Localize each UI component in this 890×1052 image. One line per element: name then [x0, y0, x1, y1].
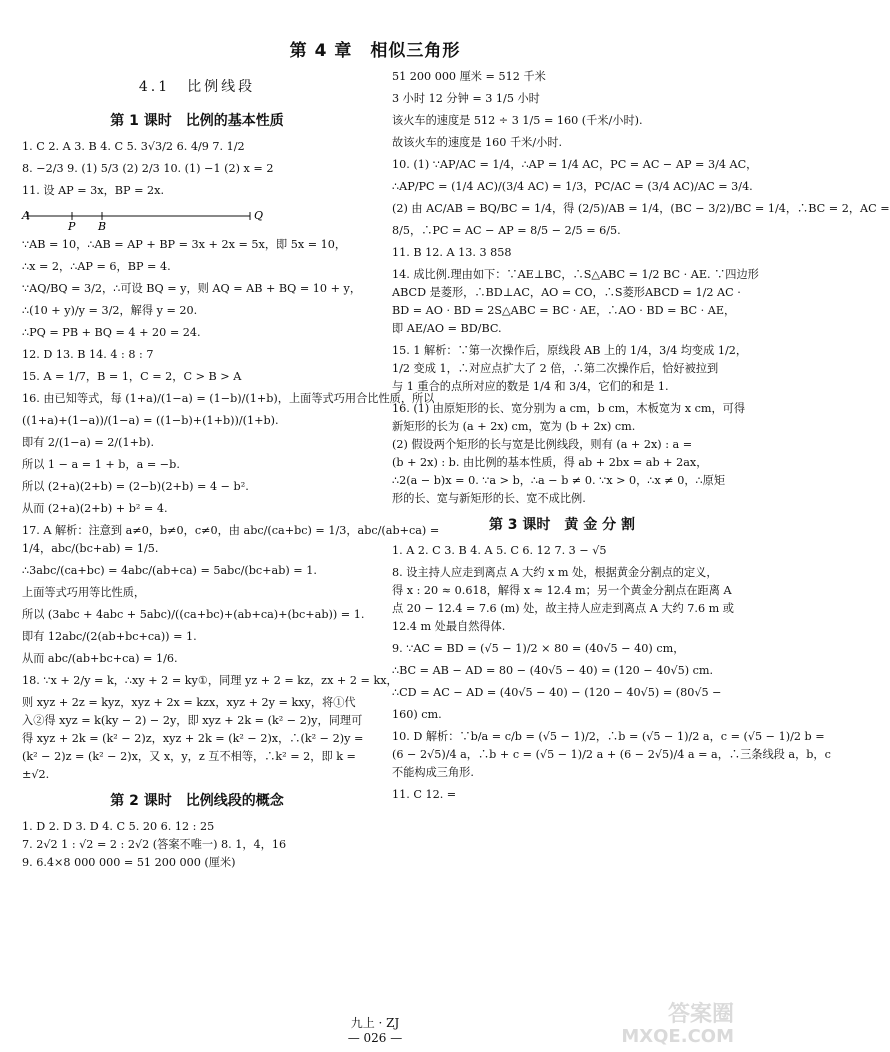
answer-line: ∵AQ/BQ = 3/2，∴可设 BQ = y，则 AQ = AB + BQ = 10 + y，: [22, 282, 362, 295]
answer-line: 点 20 − 12.4 = 7.6 (m) 处，故主持人应走到离点 A 大约 7.6 m 或: [392, 602, 734, 615]
lesson-2-title: 第 2 课时 比例线段的概念: [110, 793, 284, 809]
page-number: — 026 —: [347, 1031, 403, 1045]
answer-line: 入②得 xyz = k(ky − 2) − 2y，即 xyz + 2k = (k² − 2)y，同理可: [22, 714, 363, 727]
segment-diagram: [22, 206, 372, 232]
answer-line: 12. D 13. B 14. 4 : 8 : 7: [22, 348, 154, 361]
grade-label: 九上 · ZJ: [350, 1016, 400, 1030]
answer-line: ∴x = 2，∴AP = 6，BP = 4.: [22, 260, 171, 273]
answer-line: ±√2.: [22, 768, 50, 781]
answer-line: 8. 设主持人应走到离点 A 大约 x m 处，根据黄金分割点的定义，: [392, 566, 718, 579]
answer-line: 得 xyz + 2k = (k² − 2)z，xyz + 2k = (k² − 2)x，∴(k² − 2)y =: [22, 732, 364, 745]
answer-line: (2) 假设两个矩形的长与宽是比例线段，则有 (a + 2x) : a =: [392, 438, 693, 451]
answer-line: 该火车的速度是 512 ÷ 3 1/5 = 160 (千米/小时).: [392, 114, 643, 127]
point-p-label: P: [68, 220, 76, 233]
answer-line: 11. B 12. A 13. 3 858: [392, 246, 512, 259]
answer-line: 7. 2√2 1 : √2 = 2 : 2√2 (答案不唯一) 8. 1，4，16: [22, 838, 287, 851]
answer-line: 所以 1 − a = 1 + b，a = −b.: [22, 458, 180, 471]
answer-line: 得 x : 20 ≈ 0.618，解得 x ≈ 12.4 m；另一个黄金分割点在距离 A: [392, 584, 732, 597]
answer-line: (k² − 2)z = (k² − 2)x，又 x，y，z 互不相等，∴k² = 2，即 k =: [22, 750, 356, 763]
answer-line: ∴2(a − b)x = 0. ∵a > b，∴a − b ≠ 0. ∵x > 0，∴x ≠ 0，∴原矩: [392, 474, 726, 487]
answer-line: ∴CD = AC − AD = (40√5 − 40) − (120 − 40√5) = (80√5 −: [392, 686, 722, 699]
answer-line: 15. A = 1/7，B = 1，C = 2，C > B > A: [22, 370, 242, 383]
answer-line: ∴PQ = PB + BQ = 4 + 20 = 24.: [22, 326, 201, 339]
lesson-3-title: 第 3 课时 黄 金 分 割: [488, 517, 636, 533]
answer-line: 与 1 重合的点所对应的数是 1/4 和 3/4，它们的和是 1.: [392, 380, 669, 393]
answer-line: 即有 2/(1−a) = 2/(1+b).: [22, 436, 155, 449]
answer-line: 从而 (2+a)(2+b) + b² = 4.: [22, 502, 168, 515]
answer-line: 51 200 000 厘米 = 512 千米: [392, 70, 546, 83]
answer-line: 17. A 解析：注意到 a≠0，b≠0，c≠0，由 abc/(ca+bc) = 1/3，abc/(ab+ca) =: [22, 524, 440, 537]
answer-line: 9. 6.4×8 000 000 = 51 200 000 (厘米): [22, 856, 236, 869]
answer-line: 8/5，∴PC = AC − AP = 8/5 − 2/5 = 6/5.: [392, 224, 621, 237]
answer-line: 新矩形的长为 (a + 2x) cm，宽为 (b + 2x) cm.: [392, 420, 636, 433]
watermark-logo: [621, 1004, 734, 1048]
answer-line: 从而 abc/(ab+bc+ca) = 1/6.: [22, 652, 178, 665]
answer-line: ∴(10 + y)/y = 3/2，解得 y = 20.: [22, 304, 198, 317]
answer-line: 10. (1) ∵AP/AC = 1/4，∴AP = 1/4 AC，PC = AC − AP = 3/4 AC，: [392, 158, 758, 171]
answer-line: 9. ∵AC = BD = (√5 − 1)/2 × 80 = (40√5 − 40) cm，: [392, 642, 685, 655]
answer-line: 1. D 2. D 3. D 4. C 5. 20 6. 12 : 25: [22, 820, 215, 833]
answer-line: (6 − 2√5)/4 a，∴b + c = (√5 − 1)/2 a + (6 − 2√5)/4 a = a，∴三条线段 a，b，c: [392, 748, 831, 761]
answer-line: 即有 12abc/(2(ab+bc+ca)) = 1.: [22, 630, 197, 643]
answer-line: 3 小时 12 分钟 = 3 1/5 小时: [392, 92, 540, 105]
answer-line: 所以 (2+a)(2+b) = (2−b)(2+b) = 4 − b².: [22, 480, 249, 493]
answer-line: 14. 成比例.理由如下：∵AE⊥BC，∴S△ABC = 1/2 BC · AE. ∵四边形: [392, 268, 759, 281]
answer-line: (2) 由 AC/AB = BQ/BC = 1/4，得 (2/5)/AB = 1/4，(BC − 3/2)/BC = 1/4，∴BC = 2，AC =: [392, 202, 890, 215]
answer-line: ∴3abc/(ca+bc) = 4abc/(ab+ca) = 5abc/(bc+ab) = 1.: [22, 564, 317, 577]
answer-line: ∴AP/PC = (1/4 AC)/(3/4 AC) = 1/3，PC/AC = (3/4 AC)/AC = 3/4.: [392, 180, 753, 193]
answer-line: 16. 由已知等式，每 (1+a)/(1−a) = (1−b)/(1+b)，上面等式巧用合比性质，所以: [22, 392, 435, 405]
point-b-label: B: [98, 220, 107, 233]
answer-line: 12.4 m 处最自然得体.: [392, 620, 506, 633]
chapter-title: 第 4 章 相似三角形: [289, 41, 461, 61]
answer-line: 11. C 12. =: [392, 788, 457, 801]
answer-line: 上面等式巧用等比性质，: [22, 586, 146, 599]
answer-line: 18. ∵x + 2/y = k，∴xy + 2 = ky①，同理 yz + 2 = kz，zx + 2 = kx，: [22, 674, 398, 687]
right-answers-b: [392, 544, 831, 801]
answer-line: 10. D 解析：∵b/a = c/b = (√5 − 1)/2，∴b = (√5 − 1)/2 a，c = (√5 − 1)/2 b =: [392, 730, 825, 743]
answer-line: 8. −2/3 9. (1) 5/3 (2) 2/3 10. (1) −1 (2) x = 2: [22, 162, 274, 175]
right-answers-a: [392, 70, 890, 505]
answer-line: 15. 1 解析：∵第一次操作后，原线段 AB 上的 1/4，3/4 均变成 1/2，: [392, 344, 748, 357]
answer-line: 1. C 2. A 3. B 4. C 5. 3√3/2 6. 4/9 7. 1/2: [22, 140, 245, 153]
answer-line: 16. (1) 由原矩形的长、宽分别为 a cm，b cm，木板宽为 x cm，可得: [392, 402, 746, 415]
answer-line: 则 xyz + 2z = kyz，xyz + 2x = kzx，xyz + 2y = kxy，将①代: [22, 696, 356, 709]
left-answers-a: [22, 140, 372, 197]
answer-line: 即 AE/AO = BD/BC.: [392, 322, 502, 335]
answer-line: BD = AO · BD = 2S△ABC = BC · AE，∴AO · BD = BC · AE，: [392, 304, 736, 317]
answer-line: 1/4，abc/(bc+ab) = 1/5.: [22, 542, 159, 555]
watermark-line2: MXQE.COM: [621, 1026, 734, 1047]
answer-line: ∵AB = 10，∴AB = AP + BP = 3x + 2x = 5x，即 5x = 10，: [22, 238, 347, 251]
point-q-label: Q: [254, 209, 264, 222]
answer-line: ((1+a)+(1−a))/(1−a) = ((1−b)+(1+b))/(1+b).: [22, 414, 279, 427]
answer-line: 11. 设 AP = 3x，BP = 2x.: [22, 184, 165, 197]
segment-svg: [22, 206, 282, 232]
answer-line: 故该火车的速度是 160 千米/小时.: [392, 136, 563, 149]
answer-line: 160) cm.: [392, 708, 442, 721]
answer-line: 1. A 2. C 3. B 4. A 5. C 6. 12 7. 3 − √5: [392, 544, 607, 557]
point-a-label: A: [22, 209, 30, 222]
answer-line: (b + 2x) : b. 由比例的基本性质，得 ab + 2bx = ab + 2ax，: [392, 456, 708, 469]
answer-line: ∴BC = AB − AD = 80 − (40√5 − 40) = (120 − 40√5) cm.: [392, 664, 714, 677]
answer-line: 形的长、宽与新矩形的长、宽不成比例.: [392, 492, 586, 505]
answer-line: 不能构成三角形.: [392, 766, 474, 779]
answer-line: 所以 (3abc + 4abc + 5abc)/((ca+bc)+(ab+ca)+(bc+ab)) = 1.: [22, 608, 365, 621]
lesson-1-title: 第 1 课时 比例的基本性质: [110, 113, 284, 129]
answer-line: 1/2 变成 1，∴对应点扩大了 2 倍，∴第二次操作后，恰好被拉到: [392, 362, 719, 375]
section-title: 4.1 比例线段: [138, 79, 256, 95]
watermark-line1: 答案圈: [667, 1002, 734, 1027]
right-column: [392, 70, 890, 810]
answer-line: ABCD 是菱形，∴BD⊥AC，AO = CO，∴S菱形ABCD = 1/2 AC ·: [392, 286, 741, 299]
left-answers-c: [22, 820, 372, 869]
